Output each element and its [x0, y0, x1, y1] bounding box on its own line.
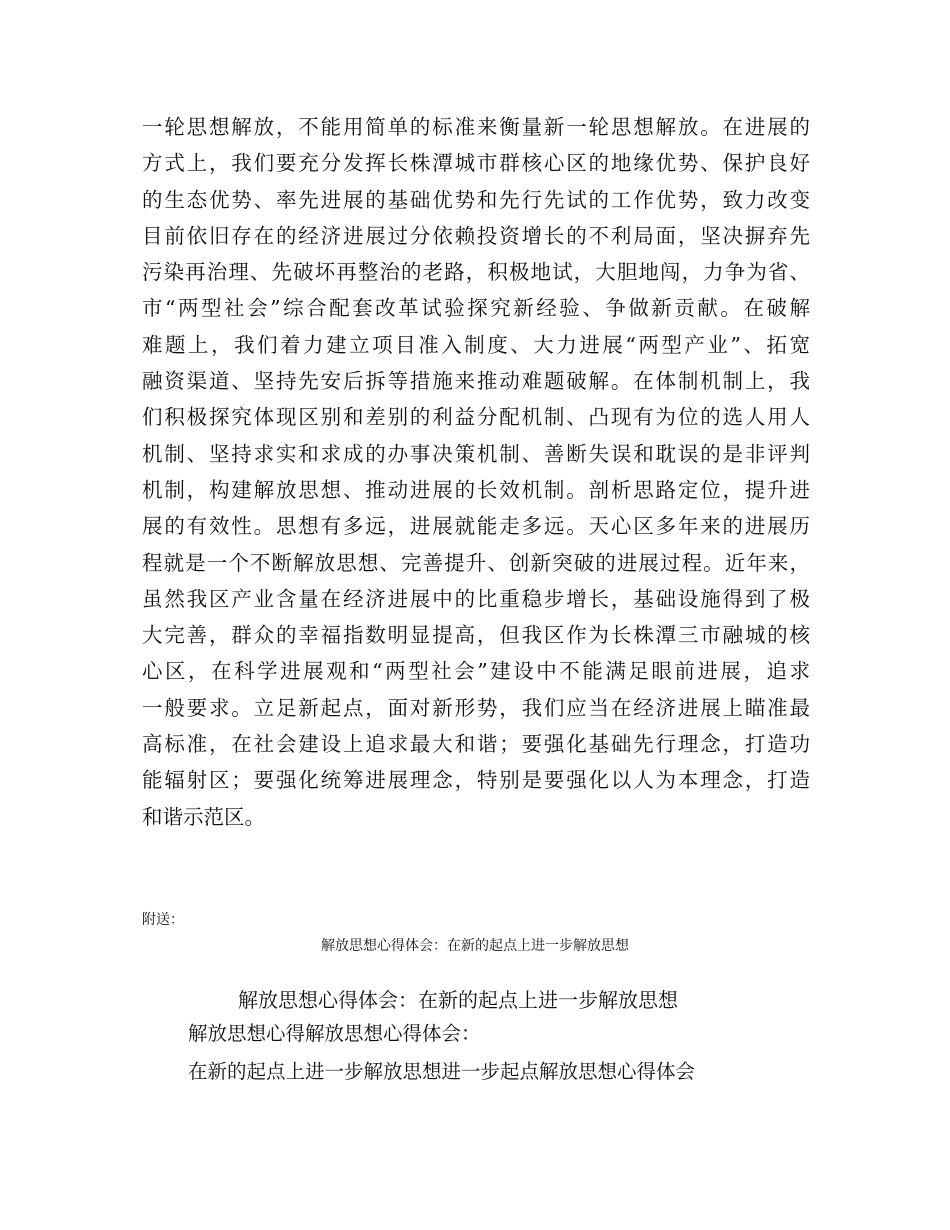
appendix-line: 在新的起点上进一步解放思想进一步起点解放思想心得体会: [188, 1060, 696, 1083]
paragraph-line: 方式上，我们要充分发挥长株潭城市群核心区的地缘优势、保护良好: [142, 151, 810, 176]
paragraph-line: 一般要求。立足新起点，面对新形势，我们应当在经济进展上瞄准最: [142, 695, 810, 720]
paragraph-line: 目前依旧存在的经济进展过分依赖投资增长的不利局面，坚决摒弃先: [142, 223, 810, 248]
paragraph-line: 程就是一个不断解放思想、完善提升、创新突破的进展过程。近年来，: [142, 550, 810, 575]
appendix-heading: 解放思想心得体会：在新的起点上进一步解放思想: [238, 988, 678, 1012]
appendix-label: 附送：: [142, 912, 184, 928]
paragraph-line: 展的有效性。思想有多远，进展就能走多远。天心区多年来的进展历: [142, 514, 810, 539]
paragraph-line: 心区，在科学进展观和“两型社会”建设中不能满足眼前进展，追求: [142, 659, 810, 684]
main-paragraph: [142, 109, 810, 835]
paragraph-line: 和谐示范区。: [142, 804, 265, 829]
paragraph-line: 能辐射区；要强化统筹进展理念，特别是要强化以人为本理念，打造: [142, 768, 810, 793]
paragraph-line: 虽然我区产业含量在经济进展中的比重稳步增长，基础设施得到了极: [142, 586, 810, 611]
paragraph-line: 们积极探究体现区别和差别的利益分配机制、凸现有为位的选人用人: [142, 405, 810, 430]
appendix-small-title: 解放思想心得体会：在新的起点上进一步解放思想: [321, 938, 629, 954]
paragraph-line: 污染再治理、先破坏再整治的老路，积极地试，大胆地闯，力争为省、: [142, 260, 810, 285]
paragraph-line: 融资渠道、坚持先安后拆等措施来推动难题破解。在体制机制上，我: [142, 369, 810, 394]
paragraph-line: 机制，构建解放思想、推动进展的长效机制。剖析思路定位，提升进: [142, 477, 810, 502]
appendix-line: 解放思想心得解放思想心得体会：: [188, 1022, 481, 1045]
paragraph-line: 的生态优势、率先进展的基础优势和先行先试的工作优势，致力改变: [142, 187, 810, 212]
paragraph-line: 机制、坚持求实和求成的办事决策机制、善断失误和耽误的是非评判: [142, 441, 810, 466]
paragraph-line: 难题上，我们着力建立项目准入制度、大力进展“两型产业”、拓宽: [142, 332, 810, 357]
paragraph-line: 一轮思想解放，不能用简单的标准来衡量新一轮思想解放。在进展的: [142, 115, 810, 139]
paragraph-line: 大完善，群众的幸福指数明显提高，但我区作为长株潭三市融城的核: [142, 623, 810, 648]
paragraph-line: 高标准，在社会建设上追求最大和谐；要强化基础先行理念，打造功: [142, 732, 810, 757]
paragraph-line: 市“两型社会”综合配套改革试验探究新经验、争做新贡献。在破解: [142, 296, 810, 321]
